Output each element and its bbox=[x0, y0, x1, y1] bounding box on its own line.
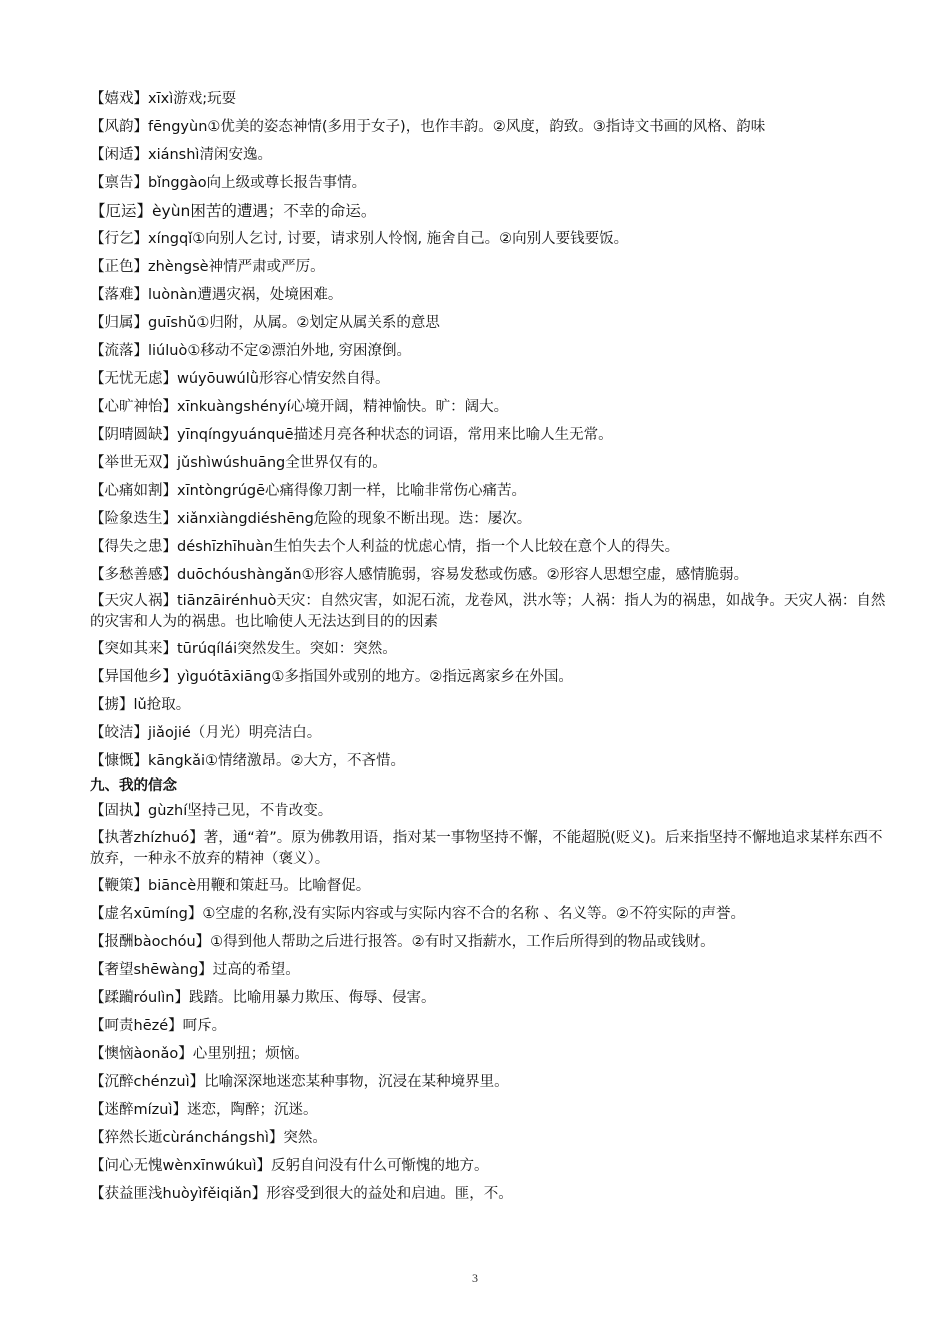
vocab-entry-wuyouwulv: 【无忧无虑】wúyōuwúlǜ形容心情安然自得。 bbox=[90, 371, 390, 387]
vocab-entry-luonan: 【落难】luònàn遭遇灾祸，处境困难。 bbox=[90, 287, 343, 303]
vocab-entry-jiaojie: 【皎洁】jiǎojié（月光）明亮洁白。 bbox=[90, 725, 322, 741]
vocab-entry-yiguotaxiang: 【异国他乡】yìguótāxiāng①多指国外或别的地方。②指远离家乡在外国。 bbox=[90, 669, 573, 685]
vocab-entry-jushiwushuang: 【举世无双】jǔshìwúshuāng全世界仅有的。 bbox=[90, 455, 387, 471]
vocab-entry-xinkuangshenyi: 【心旷神怡】xīnkuàngshényí心境开阔，精神愉快。旷：阔大。 bbox=[90, 399, 509, 415]
vocab-entry-zhengse: 【正色】zhèngsè神情严肃或严厉。 bbox=[90, 259, 325, 275]
vocab-entry-binggao: 【禀告】bǐnggào向上级或尊长报告事情。 bbox=[90, 175, 367, 191]
document-body bbox=[90, 90, 890, 1204]
vocab-entry-mizui: 【迷醉mízuì】迷恋，陶醉；沉迷。 bbox=[90, 1102, 318, 1118]
page-number: 3 bbox=[472, 1271, 478, 1285]
vocab-entry-tianzairenhuo: 【天灾人祸】tiānzāirénhuò天灾：自然灾害，如泥石流，龙卷风，洪水等；人祸：指人为的祸患，如战争。天灾人祸：自然的灾害和人为的祸患。也比喻使人无法达到目的的因素 bbox=[90, 593, 886, 630]
vocab-entry-chenzui: 【沉醉chénzuì】比喻深深地迷恋某种事物，沉浸在某种境界里。 bbox=[90, 1074, 509, 1090]
vocab-entry-kangkai: 【慷慨】kāngkǎi①情绪激昂。②大方，不吝惜。 bbox=[90, 753, 405, 769]
vocab-entry-heze: 【呵责hēzé】呵斥。 bbox=[90, 1018, 227, 1034]
section-title: 九、我的信念 bbox=[90, 778, 177, 794]
vocab-entry-deshizhihuan: 【得失之患】déshīzhīhuàn生怕失去个人利益的忧虑心情，指一个人比较在意个人的得失。 bbox=[90, 539, 680, 555]
vocab-entry-liuluo: 【流落】liúluò①移动不定②漂泊外地, 穷困潦倒。 bbox=[90, 343, 412, 359]
vocab-entry-xianshi: 【闲适】xiánshì清闲安逸。 bbox=[90, 147, 272, 163]
vocab-entry-aonao: 【懊恼àonǎo】心里别扭；烦恼。 bbox=[90, 1046, 309, 1062]
vocab-entry-huoyifeiqian: 【获益匪浅huòyìfěiqiǎn】形容受到很大的益处和启迪。匪，不。 bbox=[90, 1186, 513, 1202]
vocab-entry-biance: 【鞭策】biāncè用鞭和策赶马。比喻督促。 bbox=[90, 878, 371, 894]
vocab-entry-xintongruge: 【心痛如割】xīntòngrúgē心痛得像刀割一样，比喻非常伤心痛苦。 bbox=[90, 483, 527, 499]
vocab-entry-guishu: 【归属】guīshǔ①归附，从属。②划定从属关系的意思 bbox=[90, 315, 440, 331]
vocab-entry-curanchangshi: 【猝然长逝cùránchángshì】突然。 bbox=[90, 1130, 327, 1146]
vocab-entry-fengyun: 【风韵】fēngyùn①优美的姿态神情(多用于女子)，也作丰韵。②风度，韵致。③指诗文书画的风格、韵味 bbox=[90, 119, 766, 135]
vocab-entry-xuming: 【虚名xūmíng】①空虚的名称,没有实际内容或与实际内容不合的名称 、名义等。②不符实际的声誉。 bbox=[90, 906, 746, 922]
vocab-entry-xianxiangdiesheng: 【险象迭生】xiǎnxiàngdiéshēng危险的现象不断出现。迭：屡次。 bbox=[90, 511, 532, 527]
vocab-entry-duochoushangan: 【多愁善感】duōchóushàngǎn①形容人感情脆弱，容易发愁或伤感。②形容人思想空虚，感情脆弱。 bbox=[90, 567, 749, 583]
vocab-entry-yinqingyuanque: 【阴晴圆缺】yīnqíngyuánquē描述月亮各种状态的词语，常用来比喻人生无常。 bbox=[90, 427, 613, 443]
vocab-entry-baochou: 【报酬bàochóu】①得到他人帮助之后进行报答。②有时又指薪水，工作后所得到的物品或钱财。 bbox=[90, 934, 715, 950]
vocab-entry-lu: 【掳】lǔ抢取。 bbox=[90, 697, 191, 713]
vocab-entry-turuqilai: 【突如其来】tūrúqílái突然发生。突如：突然。 bbox=[90, 641, 397, 657]
vocab-entry-zhizhuo: 【执著zhízhuó】著，通“着”。原为佛教用语，指对某一事物坚持不懈，不能超脱(贬义)。后来指坚持不懈地追求某样东西不放弃，一种永不放弃的精神（褒义）。 bbox=[90, 830, 883, 867]
vocab-entry-xixi: 【嬉戏】xīxì游戏;玩耍 bbox=[90, 91, 237, 107]
vocab-entry-wenxinwukui: 【问心无愧wènxīnwúkuì】反躬自问没有什么可惭愧的地方。 bbox=[90, 1158, 489, 1174]
vocab-entry-guzhi: 【固执】gùzhí坚持己见，不肯改变。 bbox=[90, 803, 333, 819]
vocab-entry-roulin: 【蹂躏róulìn】践踏。比喻用暴力欺压、侮辱、侵害。 bbox=[90, 990, 436, 1006]
vocab-entry-shewang: 【奢望shēwàng】过高的希望。 bbox=[90, 962, 300, 978]
vocab-entry-xingqi: 【行乞】xíngqǐ①向别人乞讨, 讨要，请求别人怜悯, 施舍自己。②向别人要钱要饭。 bbox=[90, 231, 629, 247]
vocab-entry-eyun: 【厄运】èyùn困苦的遭遇；不幸的命运。 bbox=[90, 202, 377, 220]
